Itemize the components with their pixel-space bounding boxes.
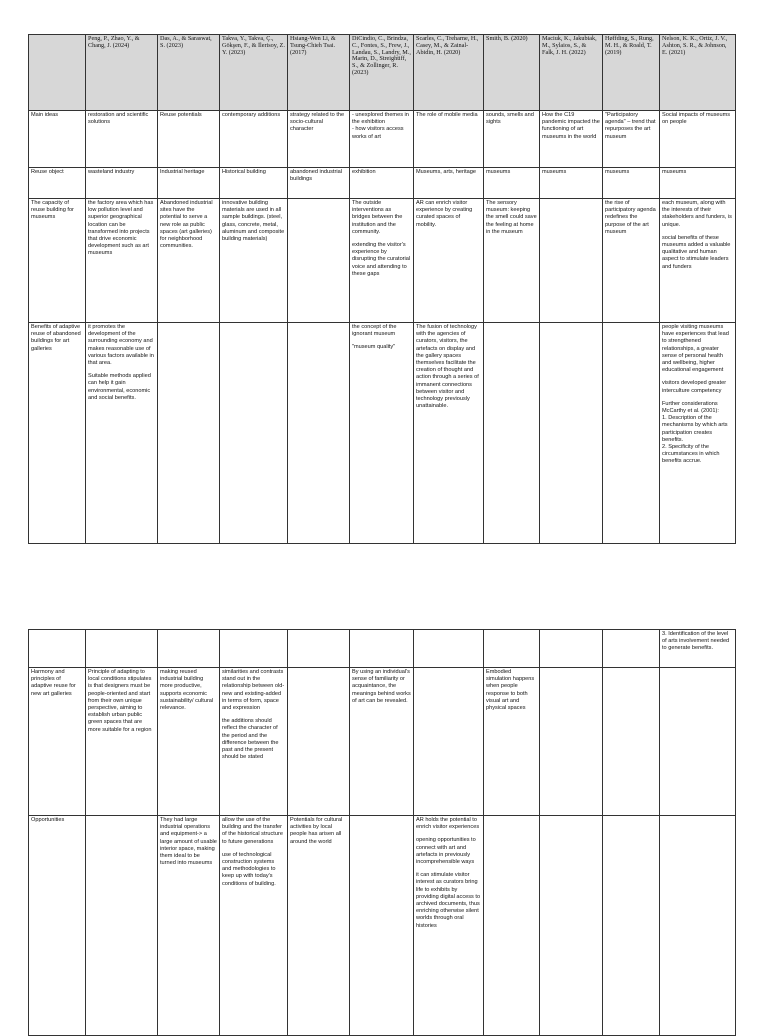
cell-text: Suitable methods applied can help it gain environmental, economic and social benefits. bbox=[88, 373, 151, 401]
cell-text: The outside interventions as bridges between the institution and the community. bbox=[352, 200, 403, 235]
cell-text: Maciuk, K., Jakubiak, M., Sylaios, S., & Falk, J. H. (2022) bbox=[542, 35, 597, 56]
table-cell bbox=[660, 323, 736, 544]
table-cell bbox=[603, 630, 660, 668]
cell-text: 3. Identification of the level of arts involvement needed to generate benefits. bbox=[662, 631, 730, 652]
table-row bbox=[29, 111, 736, 168]
row-label-cell bbox=[29, 199, 86, 323]
table-cell bbox=[288, 35, 350, 111]
table-cell bbox=[414, 630, 484, 668]
cell-text: allow the use of the building and the transfer of the historical structure to future generations bbox=[222, 817, 283, 845]
table-cell bbox=[86, 111, 158, 168]
table-cell bbox=[220, 35, 288, 111]
cell-text: sounds, smells and sights bbox=[486, 112, 534, 126]
cell-text: Reuse object bbox=[31, 169, 64, 175]
table-cell bbox=[158, 35, 220, 111]
cell-text: use of technological construction systems and methodologies to keep up with today's conditions of building. bbox=[222, 851, 276, 887]
table-cell bbox=[86, 168, 158, 199]
table-cell bbox=[540, 668, 603, 816]
cell-text: museums bbox=[486, 169, 511, 175]
table-cell bbox=[86, 199, 158, 323]
table-cell bbox=[220, 168, 288, 199]
cell-text: abandoned industrial buildings bbox=[290, 169, 342, 183]
table-cell bbox=[158, 168, 220, 199]
table-row bbox=[29, 816, 736, 1036]
cell-text: innovative building materials are used in all sample buildings. (steel, glass, concrete, metal, aluminum and composite building materials) bbox=[222, 200, 285, 243]
table-cell bbox=[540, 630, 603, 668]
table-cell bbox=[86, 668, 158, 816]
table-cell bbox=[484, 111, 540, 168]
table-cell bbox=[540, 111, 603, 168]
row-label-cell bbox=[29, 630, 86, 668]
literature-table-part-1 bbox=[28, 34, 736, 544]
table-cell bbox=[603, 668, 660, 816]
cell-text: "Participatory agenda" – trend that repurposes the art museum bbox=[605, 112, 656, 140]
table-cell bbox=[540, 199, 603, 323]
table-cell bbox=[414, 668, 484, 816]
cell-text: By using an individual's sense of familiarity or acquaintance, the meanings behind works of art can be revealed. bbox=[352, 669, 411, 704]
table-cell bbox=[288, 111, 350, 168]
table-cell bbox=[484, 816, 540, 1036]
cell-text: museums bbox=[605, 169, 630, 175]
cell-text: Potentials for cultural activities by local people has arisen all around the world bbox=[290, 817, 343, 845]
table-cell bbox=[288, 816, 350, 1036]
cell-text: - unexplored themes in the exhibition - how visitors access works of art bbox=[352, 112, 409, 140]
cell-text: The role of mobile media bbox=[416, 112, 478, 118]
cell-text: Harmony and principles of adaptive reuse for new art galleries bbox=[31, 669, 76, 697]
cell-text: Abandoned industrial sites have the potential to serve a new role as public spaces (art galleries) for neighborhood communities. bbox=[160, 200, 213, 250]
table-cell bbox=[288, 199, 350, 323]
table-cell bbox=[350, 668, 414, 816]
cell-text: similarities and contrasts stand out in the relationship between old-new and existing-added in terms of form, space and expression bbox=[222, 669, 285, 712]
table-cell bbox=[158, 199, 220, 323]
cell-text: the factory area which has low pollution level and superior geographical location can be transformed into projects that drive economic development such as art museums bbox=[88, 200, 154, 257]
table-cell bbox=[158, 111, 220, 168]
table-cell bbox=[220, 323, 288, 544]
cell-text: Further considerations McCarthy et al. (2001): 1. Description of the mechanisms by which arts participation creates benefits. 2. Specificity of the circumstances in which benefits accrue. bbox=[662, 400, 728, 465]
cell-text: extending the visitor's experience by disrupting the curatorial voice and attending to these gaps bbox=[352, 242, 411, 277]
table-cell bbox=[660, 111, 736, 168]
cell-text: Scarles, C., Treharne, H., Casey, M., & Zainal-Abidin, H. (2020) bbox=[416, 35, 479, 56]
table-cell bbox=[86, 816, 158, 1036]
table-cell bbox=[540, 816, 603, 1036]
table-cell bbox=[158, 816, 220, 1036]
table-cell bbox=[220, 630, 288, 668]
table-cell bbox=[288, 668, 350, 816]
row-label-cell bbox=[29, 323, 86, 544]
table-cell bbox=[660, 630, 736, 668]
cell-text: AR can enrich visitor experience by creating curated spaces of mobility. bbox=[416, 200, 473, 228]
cell-text: Peng, P., Zhao, Y., & Chang, J. (2024) bbox=[88, 35, 140, 49]
cell-text: Hsiang-Wen Li, & Tsung-Chieh Tsai. (2017) bbox=[290, 35, 336, 56]
table-cell bbox=[158, 630, 220, 668]
cell-text: Reuse potentials bbox=[160, 112, 202, 118]
cell-text: Benefits of adaptive reuse of abandoned buildings for art galleries bbox=[31, 324, 81, 352]
table-cell bbox=[288, 630, 350, 668]
cell-text: museums bbox=[662, 169, 687, 175]
header-row bbox=[29, 35, 736, 111]
cell-text: The capacity of reuse building for museums bbox=[31, 200, 74, 221]
table-cell bbox=[484, 35, 540, 111]
table-cell bbox=[220, 668, 288, 816]
cell-text: museums bbox=[542, 169, 567, 175]
table-cell bbox=[540, 35, 603, 111]
cell-text: Das, A., & Saraswat, S. (2023) bbox=[160, 35, 212, 49]
cell-text: the additions should reflect the character of the period and the difference between the past and the present should be stated bbox=[222, 718, 279, 761]
table-row bbox=[29, 630, 736, 668]
cell-text: Takva, Y., Takva, Ç., Gökşen, F., & İlerisoy, Z. Y. (2023) bbox=[222, 35, 285, 56]
cell-text: each museum, along with the interests of their stakeholders and funders, is unique. bbox=[662, 200, 732, 228]
cell-text: "museum quality" bbox=[352, 344, 396, 351]
cell-text: the concept of the ignorant museum bbox=[352, 324, 397, 338]
cell-text: Nelson, K. K., Ortiz, J. V., Ashton, S. R., & Johnson, E. (2021) bbox=[662, 35, 728, 56]
cell-text: it can stimulate visitor interest as curators bring life to exhibits by providing digital access to archived documents, thus enriching otherwise silent worlds through oral histories bbox=[416, 872, 481, 929]
table-cell bbox=[220, 199, 288, 323]
table-cell bbox=[350, 630, 414, 668]
table-cell bbox=[603, 111, 660, 168]
table-cell bbox=[414, 199, 484, 323]
table-cell bbox=[350, 323, 414, 544]
cell-text: restoration and scientific solutions bbox=[88, 112, 149, 126]
table-cell bbox=[288, 168, 350, 199]
table-cell bbox=[660, 35, 736, 111]
table-cell bbox=[660, 199, 736, 323]
table-cell bbox=[660, 816, 736, 1036]
row-label-cell bbox=[29, 668, 86, 816]
table-cell bbox=[350, 816, 414, 1036]
cell-text: Opportunities bbox=[31, 817, 65, 823]
row-label-cell bbox=[29, 168, 86, 199]
cell-text: AR holds the potential to enrich visitor experiences bbox=[416, 817, 480, 831]
cell-text: social benefits of these museums added a valuable qualitative and human aspect to stimulate leaders and funders bbox=[662, 234, 731, 270]
cell-text: wasteland industry bbox=[88, 169, 135, 175]
cell-text: Main ideas bbox=[31, 112, 59, 118]
table-cell bbox=[288, 323, 350, 544]
cell-text: Smith, B. (2020) bbox=[486, 35, 528, 42]
cell-text: Industrial heritage bbox=[160, 169, 205, 175]
table-cell bbox=[350, 35, 414, 111]
cell-text: making reused industrial building more productive, supports economic sustainability/ cultural relevance. bbox=[160, 669, 214, 712]
cell-text: the rise of participatory agenda redefines the purpose of the art museum bbox=[605, 200, 656, 235]
cell-text: contemporary additions bbox=[222, 112, 281, 118]
cell-text: it promotes the development of the surrounding economy and makes reasonable use of various factors available in that area. bbox=[88, 324, 154, 367]
cell-text: strategy related to the socio-cultural character bbox=[290, 112, 345, 133]
table-cell bbox=[603, 35, 660, 111]
table-cell bbox=[603, 199, 660, 323]
table-cell bbox=[484, 668, 540, 816]
table-cell bbox=[414, 35, 484, 111]
cell-text: opening opportunities to connect with art and artefacts in previously incomprehensible ways bbox=[416, 837, 476, 866]
row-label-cell bbox=[29, 35, 86, 111]
cell-text: The sensory museum: keeping the smell could save the feeling at home in the museum bbox=[486, 200, 537, 235]
table-row bbox=[29, 323, 736, 544]
table-cell bbox=[414, 816, 484, 1036]
table-cell bbox=[158, 668, 220, 816]
cell-text: DiCindio, C., Brindza, C., Fontes, S., Frew, J., Landau, S., Landry, M., Marin, D., Streightiff, S., & Zollinger, R. (2023) bbox=[352, 35, 411, 76]
table-cell bbox=[86, 35, 158, 111]
table-cell bbox=[603, 816, 660, 1036]
table-cell bbox=[484, 199, 540, 323]
table-cell bbox=[158, 323, 220, 544]
cell-text: Museums, arts, heritage bbox=[416, 169, 477, 175]
table-cell bbox=[350, 168, 414, 199]
cell-text: They had large industrial operations and equipment-> a large amount of usable interior space, making them ideal to be turned into museums bbox=[160, 817, 217, 867]
table-cell bbox=[540, 323, 603, 544]
table-cell bbox=[603, 168, 660, 199]
table-cell bbox=[86, 630, 158, 668]
cell-text: The fusion of technology with the agencies of curators, visitors, the artefacts on display and the gallery spaces themselves facilitate the creation of thought and action through a series of immanent connections between visitor and technology previously unattainable. bbox=[416, 324, 479, 410]
cell-text: Høffding, S., Rung, M. H., & Roald, T. (2019) bbox=[605, 35, 654, 56]
table-cell bbox=[414, 323, 484, 544]
table-row bbox=[29, 168, 736, 199]
cell-text: Principle of adapting to local conditions stipulates is that designers must be people-oriented and start from their own unique perspective, aiming to establish urban public green spaces that are more suitable for a region bbox=[88, 669, 152, 733]
row-label-cell bbox=[29, 111, 86, 168]
table-row bbox=[29, 199, 736, 323]
table-row bbox=[29, 668, 736, 816]
cell-text: How the C19 pandemic impacted the functioning of art museums in the world bbox=[542, 112, 600, 140]
table-cell bbox=[484, 630, 540, 668]
table-cell bbox=[86, 323, 158, 544]
cell-text: people visiting museums have experiences that lead to strengthened relationships, a greater sense of personal health and wellbeing, higher educational engagement bbox=[662, 324, 729, 374]
table-cell bbox=[220, 816, 288, 1036]
table-cell bbox=[660, 168, 736, 199]
table-cell bbox=[350, 111, 414, 168]
table-cell bbox=[484, 323, 540, 544]
table-cell bbox=[414, 168, 484, 199]
table-cell bbox=[484, 168, 540, 199]
literature-table-part-2 bbox=[28, 629, 736, 1036]
table-cell bbox=[540, 168, 603, 199]
cell-text: visitors developed greater interculture competency bbox=[662, 380, 727, 394]
cell-text: Embodied simulation happens when people response to both visual art and physical spaces bbox=[486, 669, 535, 712]
cell-text: exhibition bbox=[352, 169, 376, 175]
table-cell bbox=[660, 668, 736, 816]
cell-text: Historical building bbox=[222, 169, 266, 175]
table-cell bbox=[220, 111, 288, 168]
cell-text: Social impacts of museums on people bbox=[662, 112, 731, 126]
table-cell bbox=[414, 111, 484, 168]
table-cell bbox=[603, 323, 660, 544]
table-cell bbox=[350, 199, 414, 323]
row-label-cell bbox=[29, 816, 86, 1036]
